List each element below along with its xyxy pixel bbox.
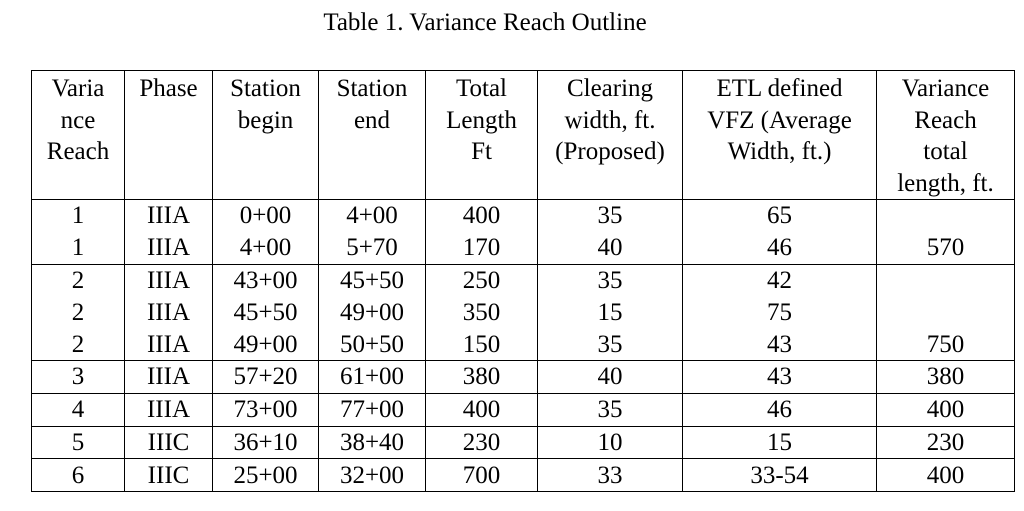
table-cell: 230 bbox=[877, 426, 1015, 459]
table-cell: 45+50 bbox=[319, 264, 426, 296]
table-cell: 2 bbox=[32, 264, 125, 296]
table-cell: 2 bbox=[32, 296, 125, 328]
table-cell: IIIA bbox=[125, 232, 213, 264]
table-cell: 73+00 bbox=[213, 393, 319, 426]
header-label: Clearing width, ft. (Proposed) bbox=[555, 75, 665, 165]
table-cell: 570 bbox=[877, 232, 1015, 264]
table-cell: 750 bbox=[877, 328, 1015, 360]
table-cell: 40 bbox=[538, 232, 683, 264]
table-cell: 15 bbox=[538, 296, 683, 328]
table-cell: 43 bbox=[683, 328, 877, 360]
table-cell: 40 bbox=[538, 360, 683, 393]
table-caption: Table 1. Variance Reach Outline bbox=[323, 9, 647, 36]
table-cell: 170 bbox=[426, 232, 538, 264]
table-cell: 5 bbox=[32, 426, 125, 459]
table-cell: IIIA bbox=[125, 200, 213, 232]
header-label: Station end bbox=[336, 75, 408, 134]
table-cell: 49+00 bbox=[319, 296, 426, 328]
table-cell: IIIC bbox=[125, 426, 213, 459]
table-cell: 400 bbox=[426, 393, 538, 426]
table-row bbox=[32, 360, 1015, 393]
header-label: Phase bbox=[139, 75, 198, 102]
table-cell: 0+00 bbox=[213, 200, 319, 232]
table-cell: 5+70 bbox=[319, 232, 426, 264]
header-etl-vfz bbox=[683, 71, 877, 200]
table-cell bbox=[877, 200, 1015, 232]
table-cell: 46 bbox=[683, 393, 877, 426]
table-cell: 36+10 bbox=[213, 426, 319, 459]
table-cell: 75 bbox=[683, 296, 877, 328]
variance-reach-table bbox=[31, 70, 1015, 492]
table-row bbox=[32, 296, 1015, 328]
table-cell: 4+00 bbox=[213, 232, 319, 264]
table-cell: 380 bbox=[877, 360, 1015, 393]
table-row bbox=[32, 393, 1015, 426]
table-cell bbox=[877, 296, 1015, 328]
table-cell: 42 bbox=[683, 264, 877, 296]
table-cell: 400 bbox=[426, 200, 538, 232]
table-cell: 65 bbox=[683, 200, 877, 232]
table-cell: IIIA bbox=[125, 296, 213, 328]
table-cell: 38+40 bbox=[319, 426, 426, 459]
header-label: Variance Reach total length, ft. bbox=[897, 75, 994, 197]
table-cell: 400 bbox=[877, 393, 1015, 426]
table-cell: 10 bbox=[538, 426, 683, 459]
table-row bbox=[32, 264, 1015, 296]
table-cell: 33 bbox=[538, 459, 683, 492]
table-cell: 35 bbox=[538, 328, 683, 360]
table-cell: 77+00 bbox=[319, 393, 426, 426]
header-station-begin bbox=[213, 71, 319, 200]
header-row bbox=[32, 71, 1015, 200]
table-cell: 350 bbox=[426, 296, 538, 328]
table-row bbox=[32, 232, 1015, 264]
table-cell: IIIA bbox=[125, 264, 213, 296]
table-cell: IIIC bbox=[125, 459, 213, 492]
header-clearing-width bbox=[538, 71, 683, 200]
table-cell: 50+50 bbox=[319, 328, 426, 360]
header-station-end bbox=[319, 71, 426, 200]
header-variance-reach bbox=[32, 71, 125, 200]
table-cell: 250 bbox=[426, 264, 538, 296]
table-cell: 400 bbox=[877, 459, 1015, 492]
table-cell: 1 bbox=[32, 200, 125, 232]
table-cell: 25+00 bbox=[213, 459, 319, 492]
table-cell: IIIA bbox=[125, 393, 213, 426]
table-row bbox=[32, 426, 1015, 459]
table-cell: 35 bbox=[538, 200, 683, 232]
table-cell: 1 bbox=[32, 232, 125, 264]
table-cell: 4 bbox=[32, 393, 125, 426]
header-reach-total-length bbox=[877, 71, 1015, 200]
table-cell: 61+00 bbox=[319, 360, 426, 393]
header-label: ETL defined VFZ (Average Width, ft.) bbox=[707, 75, 852, 165]
header-label: Station begin bbox=[230, 75, 301, 134]
table-row bbox=[32, 328, 1015, 360]
table-row bbox=[32, 200, 1015, 232]
table-cell: 150 bbox=[426, 328, 538, 360]
header-label: Total Length Ft bbox=[446, 75, 517, 165]
table-cell: 35 bbox=[538, 264, 683, 296]
table-cell: 3 bbox=[32, 360, 125, 393]
table-cell: IIIA bbox=[125, 328, 213, 360]
table-cell: IIIA bbox=[125, 360, 213, 393]
header-label: Varia nce Reach bbox=[46, 75, 110, 165]
table-cell: 46 bbox=[683, 232, 877, 264]
table-cell: 700 bbox=[426, 459, 538, 492]
table-cell: 230 bbox=[426, 426, 538, 459]
table-cell: 33-54 bbox=[683, 459, 877, 492]
table-cell: 43+00 bbox=[213, 264, 319, 296]
table-cell: 35 bbox=[538, 393, 683, 426]
table-cell: 380 bbox=[426, 360, 538, 393]
table-cell: 6 bbox=[32, 459, 125, 492]
table-cell: 43 bbox=[683, 360, 877, 393]
table-cell: 49+00 bbox=[213, 328, 319, 360]
table-cell: 45+50 bbox=[213, 296, 319, 328]
table-cell bbox=[877, 264, 1015, 296]
table-cell: 32+00 bbox=[319, 459, 426, 492]
table-cell: 15 bbox=[683, 426, 877, 459]
table-cell: 57+20 bbox=[213, 360, 319, 393]
table-cell: 2 bbox=[32, 328, 125, 360]
table-cell: 4+00 bbox=[319, 200, 426, 232]
header-total-length bbox=[426, 71, 538, 200]
header-phase bbox=[125, 71, 213, 200]
table-row bbox=[32, 459, 1015, 492]
